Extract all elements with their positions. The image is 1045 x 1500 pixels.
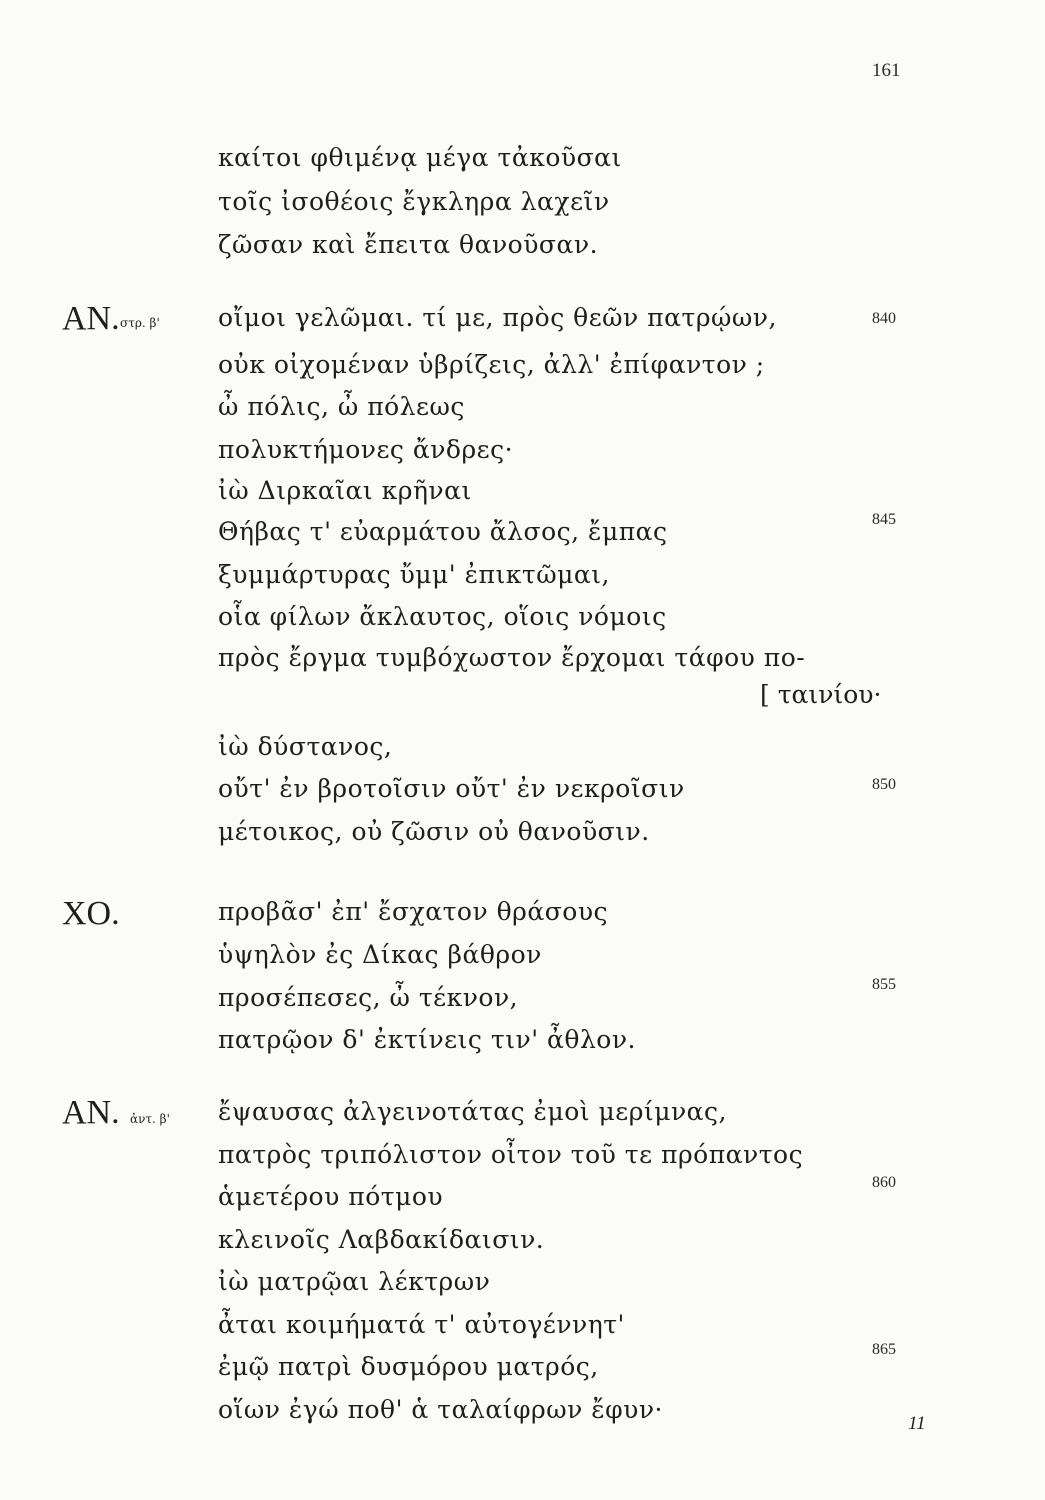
verse-line: ἁμετέρου πότμου [218,1182,444,1211]
line-number: 845 [872,511,896,528]
line-number: 860 [872,1174,896,1191]
verse-line: πρὸς ἔργμα τυμβόχωστον ἔρχομαι τάφου πο- [218,643,806,672]
verse-line: οἷα φίλων ἄκλαυτος, οἵοις νόμοις [218,602,667,631]
verse-line: ἰὼ Διρκαῖαι κρῆναι [218,476,472,505]
line-number: 850 [872,776,896,793]
line-number: 865 [872,1341,896,1358]
verse-line: οὔτ' ἐν βροτοῖσιν οὔτ' ἐν νεκροῖσιν [218,774,685,803]
verse-line: οὐκ οἰχομέναν ὑβρίζεις, ἀλλ' ἐπίφαντον ; [218,350,765,379]
verse-line: ἐμῷ πατρὶ δυσμόρου ματρός, [218,1352,599,1381]
verse-line: τοῖς ἰσοθέοις ἔγκληρα λαχεῖν [218,187,610,216]
verse-line: καίτοι φθιμένᾳ μέγα τἀκοῦσαι [218,143,622,172]
speaker-label: ΑΝ. [62,1094,120,1131]
verse-line: ζῶσαν καὶ ἔπειτα θανοῦσαν. [218,230,599,259]
verse-line: ἔψαυσας ἀλγεινοτάτας ἐμοὶ μερίμνας, [218,1097,727,1126]
verse-line: προσέπεσες, ὦ τέκνον, [218,983,519,1012]
verse-line: Θήβας τ' εὐαρμάτου ἄλσος, ἔμπας [218,517,668,546]
verse-line-continuation: [ ταινίου· [760,680,882,709]
verse-line: πατρὸς τριπόλιστον οἶτον τοῦ τε πρόπαντος [218,1140,804,1169]
line-number: 855 [872,976,896,993]
verse-line: οἵων ἐγώ ποθ' ἁ ταλαίφρων ἔφυν· [218,1395,663,1424]
verse-line: πατρῷον δ' ἐκτίνεις τιν' ἆθλον. [218,1025,636,1054]
speaker-label: ΧΟ. [62,895,120,932]
verse-line: ἆται κοιμήματά τ' αὐτογέννητ' [218,1310,625,1339]
verse-line: προβᾶσ' ἐπ' ἔσχατον θράσους [218,897,609,926]
page-number: 161 [872,60,901,81]
strophe-label: στρ. β' [120,316,160,330]
verse-line: πολυκτήμονες ἄνδρες· [218,435,514,464]
speaker-label: ΑΝ. [62,300,120,337]
verse-line: ὑψηλὸν ἐς Δίκας βάθρον [218,940,542,969]
verse-line: κλεινοῖς Λαβδακίδαισιν. [218,1225,545,1254]
verse-line: ἰὼ δύστανος, [218,732,393,761]
signature-mark: 11 [908,1413,926,1434]
verse-line: ἰὼ ματρῷαι λέκτρων [218,1267,491,1296]
verse-line: ὦ πόλις, ὦ πόλεως [218,392,465,421]
strophe-label: ἀντ. β' [130,1112,170,1126]
verse-line: μέτοικος, οὐ ζῶσιν οὐ θανοῦσιν. [218,817,650,846]
verse-line: οἴμοι γελῶμαι. τί με, πρὸς θεῶν πατρῴων, [218,303,777,332]
line-number: 840 [872,310,896,327]
verse-line: ξυμμάρτυρας ὔμμ' ἐπικτῶμαι, [218,560,610,589]
